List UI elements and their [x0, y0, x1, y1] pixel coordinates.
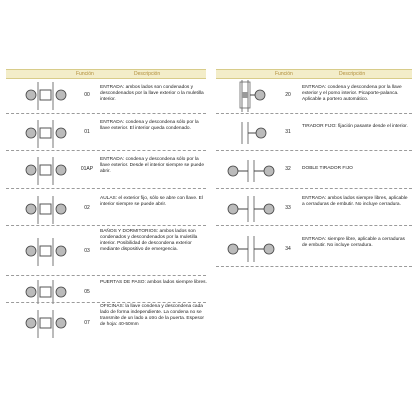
code-32: 32	[285, 166, 291, 172]
knob-set-01-icon	[24, 118, 70, 150]
knob-set-07-icon	[24, 308, 70, 340]
desc-05: PUERTAS DE PASO: ambos lados siempre libres.	[100, 280, 207, 285]
code-01ap: 01AP	[80, 166, 94, 172]
header-funcion-left: Función	[76, 71, 94, 77]
entry-set-34-icon	[226, 234, 276, 264]
code-33: 33	[285, 205, 291, 211]
code-20: 20	[285, 92, 291, 98]
row-separator	[6, 150, 206, 151]
code-31: 31	[285, 129, 291, 135]
desc-34: ENTRADA: siempre libre, aplicable a cerraduras de embutir. No incluye cerradura.	[302, 237, 405, 248]
desc-33: ENTRADA: ambos lados siempre libres, aplicable a cerraduras de embutir. No incluye cerradura.	[302, 196, 408, 207]
desc-03: BAÑOS Y DORMITORIOS: ambos lados son condenados y descondenados por la muletilla interior. Posibilidad de descondena exterior mediante dispositivo de emergencia.	[100, 229, 198, 252]
row-separator	[6, 188, 206, 189]
double-fixed-pull-32-icon	[226, 158, 276, 184]
desc-07: OFICINAS: la llave condena y descondena cada lado de forma independiente. La condena no se transmite de un lado a otro de la puerta. Espesor de hoja: 40-50mm	[100, 304, 204, 327]
desc-01: ENTRADA: condena y descondena sólo por la llave exterior. El interior queda condenado.	[100, 120, 199, 131]
code-07: 07	[84, 320, 90, 326]
row-separator	[216, 150, 412, 151]
fixed-pull-31-icon	[232, 120, 272, 146]
code-34: 34	[285, 246, 291, 252]
desc-00: ENTRADA: ambos lados son condenados y descondenados por la llave exterior o la muletilla interior.	[100, 85, 204, 102]
passage-set-33-icon	[226, 194, 276, 224]
knob-set-02-icon	[24, 194, 70, 226]
desc-02: AULAS: el exterior fijo, sólo se abre con llave. El interior siempre se puede abrir.	[100, 196, 203, 207]
row-separator	[6, 275, 206, 276]
row-separator	[6, 225, 206, 226]
knob-lever-20-icon	[232, 78, 270, 114]
desc-31: TIRADOR FIJO: fijación pasante desde el interior.	[302, 124, 408, 129]
left-table-header	[6, 69, 206, 79]
code-05: 05	[84, 289, 90, 295]
row-separator	[6, 113, 206, 114]
code-00: 00	[84, 92, 90, 98]
row-separator	[216, 188, 412, 189]
code-03: 03	[84, 248, 90, 254]
code-01: 01	[84, 129, 90, 135]
desc-01ap: ENTRADA: condena y descondena sólo por la llave exterior. Desde el interior siempre se puede abrir.	[100, 157, 204, 174]
header-funcion-right: Función	[275, 71, 293, 77]
knob-set-03-icon	[24, 236, 70, 268]
knob-set-01ap-icon	[24, 155, 70, 187]
row-separator	[216, 113, 412, 114]
code-02: 02	[84, 205, 90, 211]
header-descripcion-right: Descripción	[339, 71, 366, 77]
desc-20: ENTRADA: condena y descondena por la llave exterior y el pomo interior. Picaporte-palanca. Aplicable a portero automático.	[302, 85, 402, 102]
header-descripcion-left: Descripción	[134, 71, 161, 77]
knob-set-00-icon	[24, 80, 70, 112]
row-separator	[216, 266, 412, 267]
row-separator	[216, 225, 412, 226]
desc-32: DOBLE TIRADOR FIJO	[302, 166, 353, 171]
row-separator	[6, 302, 206, 303]
